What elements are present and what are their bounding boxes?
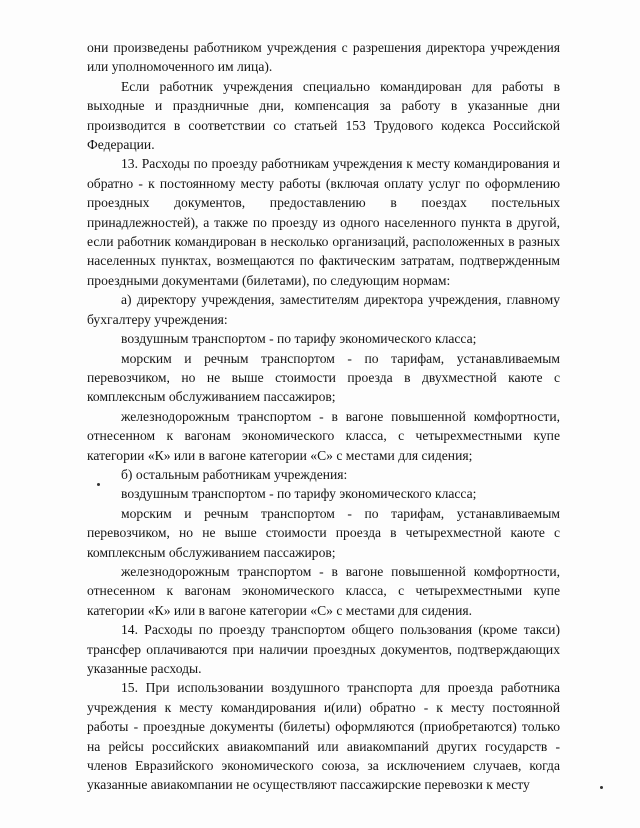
paragraph-b-air: воздушным транспортом - по тарифу экономического класса;	[121, 486, 477, 502]
paragraph-weekend-work: Если работник учреждения специально командирован для работы в выходные и праздничные дни, компенсация за работу в указанные дни производится в соответствии со статьей 153 Трудового кодекса Российской Федерации.	[87, 78, 560, 153]
paragraph-b-other-staff: б) остальным работникам учреждения:	[121, 466, 348, 482]
scan-speck	[600, 786, 603, 789]
scan-speck	[97, 483, 100, 486]
paragraph-15-air-transport: 15. При использовании воздушного транспорта для проезда работника учреждения к месту командирования и(или) обратно - к месту постоянной работы - проездные документы (билеты) оформляются (приобретаются) только на рейсы российских авиакомпаний или авиакомпаний других государств - членов Евразийского экономического союза, за исключением случаев, когда указанные авиакомпании не осуществляют пассажирские перевозки к месту	[87, 680, 560, 793]
paragraph-a-sea-river: морским и речным транспортом - по тарифам, устанавливаемым перевозчиком, но не выше стоимости проезда в двухместной каюте с комплексным обслуживанием пассажиров;	[87, 350, 560, 405]
document-body	[87, 38, 560, 795]
paragraph-a-air: воздушным транспортом - по тарифу экономического класса;	[121, 331, 477, 347]
paragraph-14-public-transport: 14. Расходы по проезду транспортом общего пользования (кроме такси) трансфер оплачиваются при наличии проездных документов, подтверждающих указанные расходы.	[87, 622, 560, 676]
paragraph-a-rail: железнодорожным транспортом - в вагоне повышенной комфортности, отнесенном к вагонам экономического класса, с четырехместными купе категории «К» или в вагоне категории «С» с местами для сидения;	[87, 408, 560, 463]
paragraph-b-rail: железнодорожным транспортом - в вагоне повышенной комфортности, отнесенном к вагонам экономического класса, с четырехместными купе категории «К» или в вагоне категории «С» с местами для сидения.	[87, 563, 560, 618]
paragraph-b-sea-river: морским и речным транспортом - по тарифам, устанавливаемым перевозчиком, но не выше стоимости проезда в четырехместной каюте с комплексным обслуживанием пассажиров;	[87, 505, 560, 560]
paragraph-13-travel-expenses: 13. Расходы по проезду работникам учреждения к месту командирования и обратно - к постоянному месту работы (включая оплату услуг по оформлению проездных документов, предоставлению в поездах постельных принадлежностей), а также по проезду из одного населенного пункта в другой, если работник командирован в несколько организаций, расположенных в разных населенных пунктах, возмещаются по фактическим затратам, подтвержденным проездными документами (билетами), по следующим нормам:	[87, 156, 560, 288]
paragraph-a-directors: а) директору учреждения, заместителям директора учреждения, главному бухгалтеру учреждения:	[87, 292, 560, 327]
paragraph-continuation: они произведены работником учреждения с разрешения директора учреждения или уполномоченного им лица).	[87, 40, 560, 75]
